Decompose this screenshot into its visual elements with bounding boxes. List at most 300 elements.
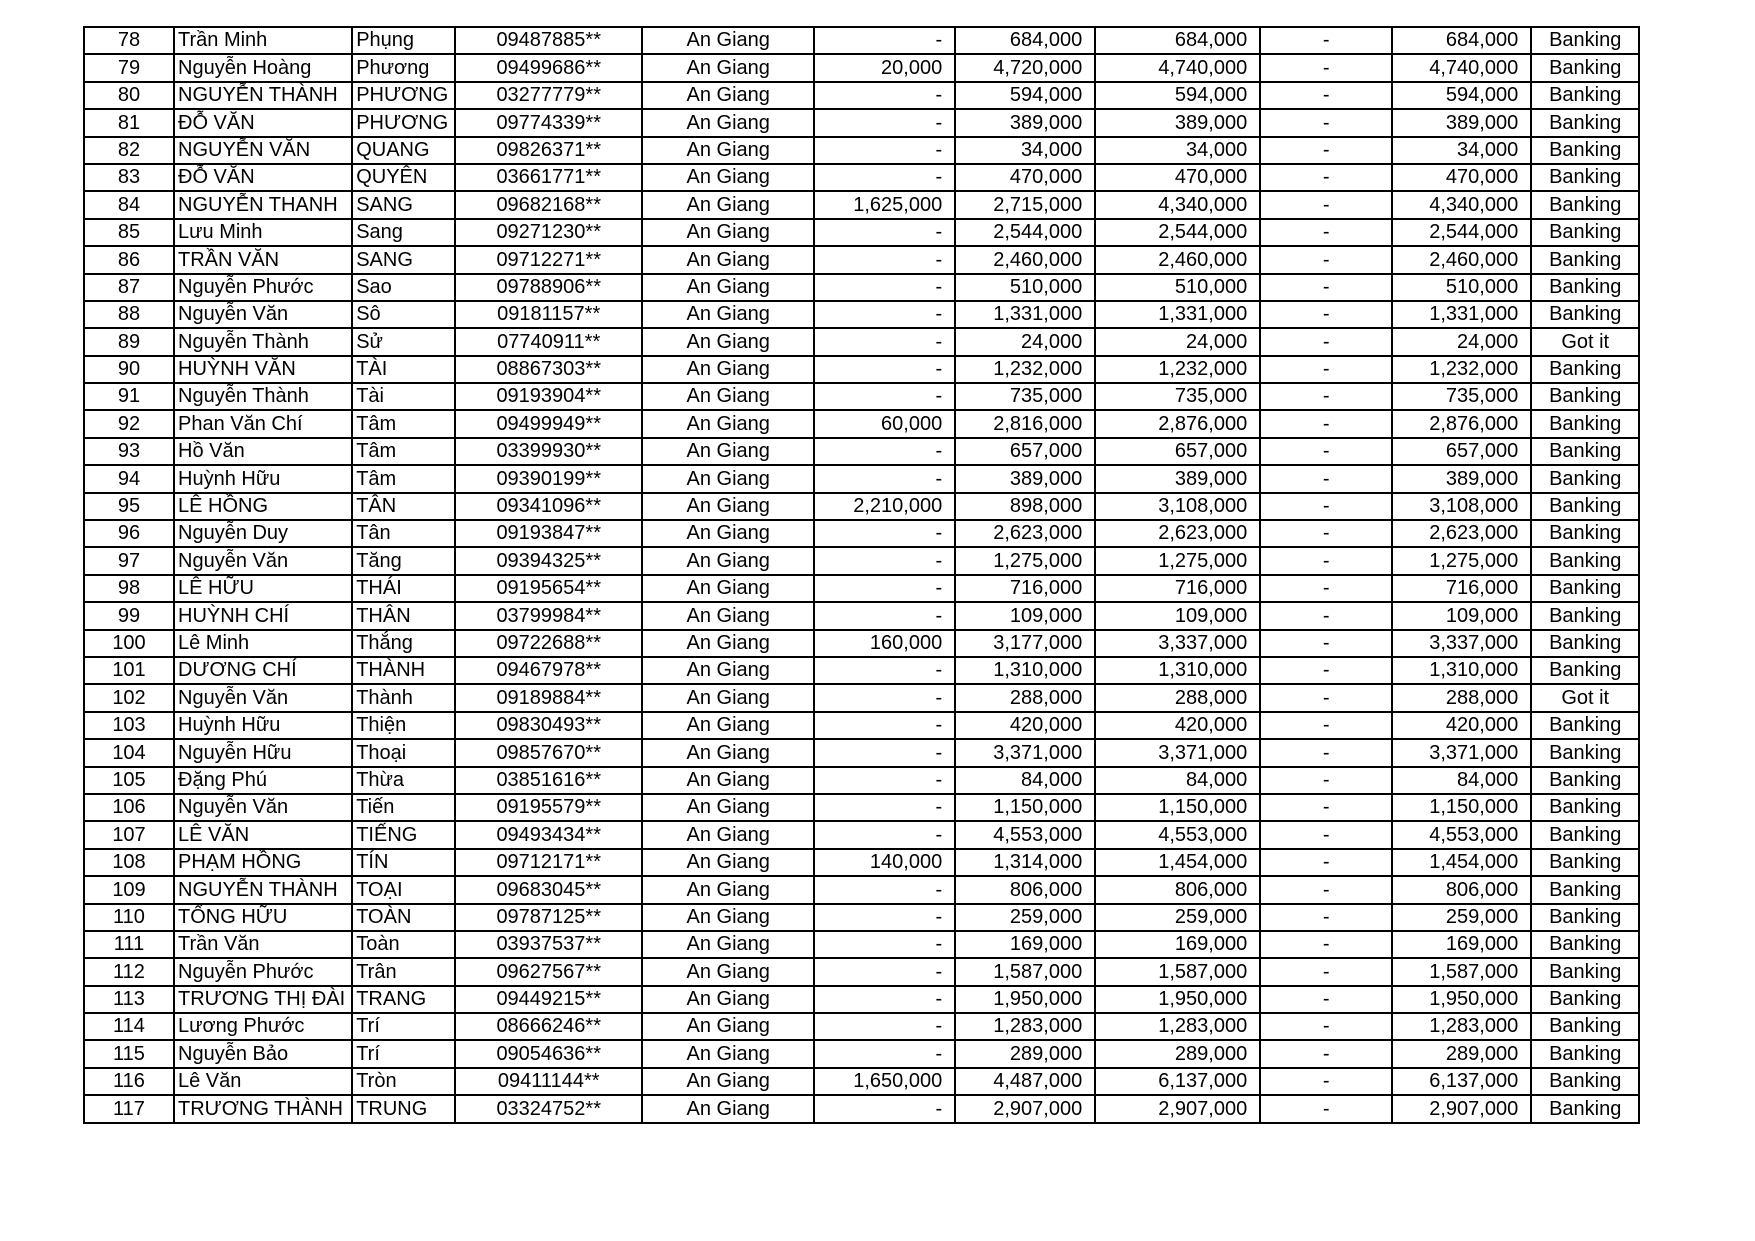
current-amount-cell: 289,000 xyxy=(955,1040,1095,1067)
total-amount-cell: 420,000 xyxy=(1095,712,1260,739)
province-cell: An Giang xyxy=(642,630,814,657)
total-amount-cell: 1,331,000 xyxy=(1095,301,1260,328)
given-name-cell: Tâm xyxy=(352,438,455,465)
paid-amount-cell: 2,876,000 xyxy=(1392,410,1531,437)
province-cell: An Giang xyxy=(642,438,814,465)
table-row xyxy=(84,301,1639,328)
row-number-cell: 83 xyxy=(84,164,174,191)
phone-number-cell: 09341096** xyxy=(455,493,642,520)
province-cell: An Giang xyxy=(642,328,814,355)
given-name-cell: Sang xyxy=(352,219,455,246)
family-name-cell: NGUYỄN VĂN xyxy=(174,137,352,164)
family-name-cell: Nguyễn Duy xyxy=(174,520,352,547)
phone-number-cell: 09712271** xyxy=(455,246,642,273)
current-amount-cell: 420,000 xyxy=(955,712,1095,739)
deduction-cell: - xyxy=(1260,904,1392,931)
paid-amount-cell: 1,310,000 xyxy=(1392,657,1531,684)
total-amount-cell: 510,000 xyxy=(1095,274,1260,301)
province-cell: An Giang xyxy=(642,1040,814,1067)
paid-amount-cell: 2,544,000 xyxy=(1392,219,1531,246)
province-cell: An Giang xyxy=(642,219,814,246)
deduction-cell: - xyxy=(1260,794,1392,821)
row-number-cell: 98 xyxy=(84,575,174,602)
paid-amount-cell: 1,275,000 xyxy=(1392,547,1531,574)
family-name-cell: Trần Văn xyxy=(174,931,352,958)
payment-method-cell: Banking xyxy=(1531,465,1639,492)
phone-number-cell: 09683045** xyxy=(455,876,642,903)
paid-amount-cell: 259,000 xyxy=(1392,904,1531,931)
current-amount-cell: 1,314,000 xyxy=(955,849,1095,876)
family-name-cell: Nguyễn Hữu xyxy=(174,739,352,766)
deduction-cell: - xyxy=(1260,602,1392,629)
family-name-cell: NGUYỄN THANH xyxy=(174,191,352,218)
table-row xyxy=(84,328,1639,355)
table-row xyxy=(84,657,1639,684)
payment-method-cell: Banking xyxy=(1531,109,1639,136)
given-name-cell: Tân xyxy=(352,520,455,547)
phone-number-cell: 03277779** xyxy=(455,82,642,109)
province-cell: An Giang xyxy=(642,1013,814,1040)
phone-number-cell: 09195654** xyxy=(455,575,642,602)
phone-number-cell: 09449215** xyxy=(455,986,642,1013)
phone-number-cell: 09195579** xyxy=(455,794,642,821)
total-amount-cell: 684,000 xyxy=(1095,27,1260,54)
previous-balance-cell: 20,000 xyxy=(814,54,955,81)
deduction-cell: - xyxy=(1260,520,1392,547)
previous-balance-cell: - xyxy=(814,82,955,109)
family-name-cell: Phan Văn Chí xyxy=(174,410,352,437)
family-name-cell: Nguyễn Phước xyxy=(174,274,352,301)
total-amount-cell: 2,907,000 xyxy=(1095,1095,1260,1122)
family-name-cell: Lê Minh xyxy=(174,630,352,657)
family-name-cell: Nguyễn Hoàng xyxy=(174,54,352,81)
province-cell: An Giang xyxy=(642,1068,814,1095)
previous-balance-cell: - xyxy=(814,246,955,273)
given-name-cell: TIẾNG xyxy=(352,821,455,848)
table-row xyxy=(84,712,1639,739)
payment-method-cell: Banking xyxy=(1531,493,1639,520)
province-cell: An Giang xyxy=(642,246,814,273)
current-amount-cell: 735,000 xyxy=(955,383,1095,410)
province-cell: An Giang xyxy=(642,931,814,958)
row-number-cell: 115 xyxy=(84,1040,174,1067)
deduction-cell: - xyxy=(1260,821,1392,848)
province-cell: An Giang xyxy=(642,602,814,629)
previous-balance-cell: - xyxy=(814,219,955,246)
province-cell: An Giang xyxy=(642,356,814,383)
paid-amount-cell: 1,150,000 xyxy=(1392,794,1531,821)
row-number-cell: 91 xyxy=(84,383,174,410)
table-row xyxy=(84,821,1639,848)
previous-balance-cell: - xyxy=(814,1040,955,1067)
province-cell: An Giang xyxy=(642,191,814,218)
current-amount-cell: 1,150,000 xyxy=(955,794,1095,821)
phone-number-cell: 03799984** xyxy=(455,602,642,629)
phone-number-cell: 09189884** xyxy=(455,684,642,711)
current-amount-cell: 2,816,000 xyxy=(955,410,1095,437)
table-row xyxy=(84,958,1639,985)
family-name-cell: TRƯƠNG THÀNH xyxy=(174,1095,352,1122)
payment-method-cell: Banking xyxy=(1531,630,1639,657)
row-number-cell: 79 xyxy=(84,54,174,81)
phone-number-cell: 09499686** xyxy=(455,54,642,81)
table-row xyxy=(84,274,1639,301)
deduction-cell: - xyxy=(1260,1095,1392,1122)
paid-amount-cell: 84,000 xyxy=(1392,767,1531,794)
total-amount-cell: 4,740,000 xyxy=(1095,54,1260,81)
province-cell: An Giang xyxy=(642,493,814,520)
previous-balance-cell: - xyxy=(814,931,955,958)
previous-balance-cell: - xyxy=(814,274,955,301)
phone-number-cell: 03851616** xyxy=(455,767,642,794)
paid-amount-cell: 684,000 xyxy=(1392,27,1531,54)
payment-method-cell: Banking xyxy=(1531,657,1639,684)
current-amount-cell: 1,275,000 xyxy=(955,547,1095,574)
paid-amount-cell: 4,740,000 xyxy=(1392,54,1531,81)
phone-number-cell: 09627567** xyxy=(455,958,642,985)
row-number-cell: 114 xyxy=(84,1013,174,1040)
given-name-cell: TÂN xyxy=(352,493,455,520)
deduction-cell: - xyxy=(1260,1068,1392,1095)
total-amount-cell: 470,000 xyxy=(1095,164,1260,191)
family-name-cell: LÊ HỒNG xyxy=(174,493,352,520)
total-amount-cell: 1,587,000 xyxy=(1095,958,1260,985)
table-row xyxy=(84,575,1639,602)
total-amount-cell: 1,232,000 xyxy=(1095,356,1260,383)
previous-balance-cell: - xyxy=(814,904,955,931)
paid-amount-cell: 2,623,000 xyxy=(1392,520,1531,547)
phone-number-cell: 07740911** xyxy=(455,328,642,355)
payment-table xyxy=(83,26,1640,1124)
payment-method-cell: Banking xyxy=(1531,904,1639,931)
paid-amount-cell: 1,587,000 xyxy=(1392,958,1531,985)
table-row xyxy=(84,1040,1639,1067)
row-number-cell: 109 xyxy=(84,876,174,903)
row-number-cell: 96 xyxy=(84,520,174,547)
deduction-cell: - xyxy=(1260,465,1392,492)
row-number-cell: 82 xyxy=(84,137,174,164)
total-amount-cell: 289,000 xyxy=(1095,1040,1260,1067)
phone-number-cell: 09722688** xyxy=(455,630,642,657)
paid-amount-cell: 2,907,000 xyxy=(1392,1095,1531,1122)
deduction-cell: - xyxy=(1260,438,1392,465)
table-row xyxy=(84,54,1639,81)
table-row xyxy=(84,356,1639,383)
paid-amount-cell: 470,000 xyxy=(1392,164,1531,191)
province-cell: An Giang xyxy=(642,547,814,574)
total-amount-cell: 594,000 xyxy=(1095,82,1260,109)
deduction-cell: - xyxy=(1260,1040,1392,1067)
current-amount-cell: 389,000 xyxy=(955,109,1095,136)
given-name-cell: Sô xyxy=(352,301,455,328)
table-row xyxy=(84,876,1639,903)
row-number-cell: 97 xyxy=(84,547,174,574)
current-amount-cell: 2,460,000 xyxy=(955,246,1095,273)
total-amount-cell: 3,108,000 xyxy=(1095,493,1260,520)
paid-amount-cell: 4,340,000 xyxy=(1392,191,1531,218)
given-name-cell: TOÀN xyxy=(352,904,455,931)
family-name-cell: NGUYỄN THÀNH xyxy=(174,876,352,903)
payment-method-cell: Banking xyxy=(1531,54,1639,81)
province-cell: An Giang xyxy=(642,986,814,1013)
row-number-cell: 102 xyxy=(84,684,174,711)
deduction-cell: - xyxy=(1260,630,1392,657)
total-amount-cell: 1,454,000 xyxy=(1095,849,1260,876)
total-amount-cell: 806,000 xyxy=(1095,876,1260,903)
row-number-cell: 101 xyxy=(84,657,174,684)
previous-balance-cell: - xyxy=(814,465,955,492)
province-cell: An Giang xyxy=(642,575,814,602)
row-number-cell: 78 xyxy=(84,27,174,54)
province-cell: An Giang xyxy=(642,712,814,739)
family-name-cell: Nguyễn Văn xyxy=(174,547,352,574)
total-amount-cell: 4,553,000 xyxy=(1095,821,1260,848)
row-number-cell: 104 xyxy=(84,739,174,766)
payment-method-cell: Got it xyxy=(1531,328,1639,355)
given-name-cell: TÍN xyxy=(352,849,455,876)
paid-amount-cell: 169,000 xyxy=(1392,931,1531,958)
paid-amount-cell: 594,000 xyxy=(1392,82,1531,109)
previous-balance-cell: 1,650,000 xyxy=(814,1068,955,1095)
table-row xyxy=(84,383,1639,410)
total-amount-cell: 1,950,000 xyxy=(1095,986,1260,1013)
payment-method-cell: Banking xyxy=(1531,739,1639,766)
deduction-cell: - xyxy=(1260,356,1392,383)
province-cell: An Giang xyxy=(642,301,814,328)
province-cell: An Giang xyxy=(642,137,814,164)
given-name-cell: Thừa xyxy=(352,767,455,794)
family-name-cell: Huỳnh Hữu xyxy=(174,465,352,492)
paid-amount-cell: 24,000 xyxy=(1392,328,1531,355)
table-row xyxy=(84,410,1639,437)
previous-balance-cell: - xyxy=(814,520,955,547)
current-amount-cell: 4,720,000 xyxy=(955,54,1095,81)
table-row xyxy=(84,684,1639,711)
given-name-cell: Thiện xyxy=(352,712,455,739)
province-cell: An Giang xyxy=(642,164,814,191)
family-name-cell: Đặng Phú xyxy=(174,767,352,794)
current-amount-cell: 389,000 xyxy=(955,465,1095,492)
previous-balance-cell: 2,210,000 xyxy=(814,493,955,520)
payment-method-cell: Banking xyxy=(1531,383,1639,410)
table-row xyxy=(84,493,1639,520)
family-name-cell: LÊ HỮU xyxy=(174,575,352,602)
row-number-cell: 108 xyxy=(84,849,174,876)
current-amount-cell: 1,232,000 xyxy=(955,356,1095,383)
family-name-cell: Lê Văn xyxy=(174,1068,352,1095)
row-number-cell: 111 xyxy=(84,931,174,958)
given-name-cell: Tài xyxy=(352,383,455,410)
current-amount-cell: 169,000 xyxy=(955,931,1095,958)
row-number-cell: 117 xyxy=(84,1095,174,1122)
table-row xyxy=(84,767,1639,794)
deduction-cell: - xyxy=(1260,328,1392,355)
current-amount-cell: 2,715,000 xyxy=(955,191,1095,218)
payment-method-cell: Banking xyxy=(1531,410,1639,437)
deduction-cell: - xyxy=(1260,109,1392,136)
previous-balance-cell: - xyxy=(814,876,955,903)
row-number-cell: 80 xyxy=(84,82,174,109)
total-amount-cell: 2,460,000 xyxy=(1095,246,1260,273)
total-amount-cell: 2,544,000 xyxy=(1095,219,1260,246)
payment-method-cell: Banking xyxy=(1531,301,1639,328)
province-cell: An Giang xyxy=(642,109,814,136)
given-name-cell: Trí xyxy=(352,1040,455,1067)
province-cell: An Giang xyxy=(642,767,814,794)
phone-number-cell: 09467978** xyxy=(455,657,642,684)
given-name-cell: THÁI xyxy=(352,575,455,602)
table-row xyxy=(84,465,1639,492)
table-row xyxy=(84,191,1639,218)
paid-amount-cell: 657,000 xyxy=(1392,438,1531,465)
table-row xyxy=(84,164,1639,191)
deduction-cell: - xyxy=(1260,219,1392,246)
phone-number-cell: 09499949** xyxy=(455,410,642,437)
total-amount-cell: 1,310,000 xyxy=(1095,657,1260,684)
deduction-cell: - xyxy=(1260,958,1392,985)
previous-balance-cell: - xyxy=(814,684,955,711)
province-cell: An Giang xyxy=(642,657,814,684)
province-cell: An Giang xyxy=(642,520,814,547)
payment-method-cell: Banking xyxy=(1531,767,1639,794)
current-amount-cell: 34,000 xyxy=(955,137,1095,164)
previous-balance-cell: - xyxy=(814,958,955,985)
table-row xyxy=(84,986,1639,1013)
row-number-cell: 116 xyxy=(84,1068,174,1095)
given-name-cell: PHƯƠNG xyxy=(352,109,455,136)
previous-balance-cell: - xyxy=(814,438,955,465)
previous-balance-cell: - xyxy=(814,794,955,821)
total-amount-cell: 3,337,000 xyxy=(1095,630,1260,657)
phone-number-cell: 09394325** xyxy=(455,547,642,574)
given-name-cell: TÀI xyxy=(352,356,455,383)
current-amount-cell: 1,283,000 xyxy=(955,1013,1095,1040)
previous-balance-cell: - xyxy=(814,328,955,355)
current-amount-cell: 594,000 xyxy=(955,82,1095,109)
total-amount-cell: 84,000 xyxy=(1095,767,1260,794)
given-name-cell: Sao xyxy=(352,274,455,301)
province-cell: An Giang xyxy=(642,27,814,54)
payment-method-cell: Banking xyxy=(1531,137,1639,164)
payment-method-cell: Banking xyxy=(1531,876,1639,903)
table-row xyxy=(84,438,1639,465)
total-amount-cell: 389,000 xyxy=(1095,109,1260,136)
total-amount-cell: 2,623,000 xyxy=(1095,520,1260,547)
deduction-cell: - xyxy=(1260,54,1392,81)
payment-method-cell: Banking xyxy=(1531,191,1639,218)
current-amount-cell: 2,907,000 xyxy=(955,1095,1095,1122)
family-name-cell: Nguyễn Văn xyxy=(174,301,352,328)
phone-number-cell: 03399930** xyxy=(455,438,642,465)
province-cell: An Giang xyxy=(642,904,814,931)
phone-number-cell: 09411144** xyxy=(455,1068,642,1095)
deduction-cell: - xyxy=(1260,383,1392,410)
given-name-cell: Thành xyxy=(352,684,455,711)
family-name-cell: LÊ VĂN xyxy=(174,821,352,848)
province-cell: An Giang xyxy=(642,958,814,985)
paid-amount-cell: 3,337,000 xyxy=(1392,630,1531,657)
given-name-cell: Sử xyxy=(352,328,455,355)
current-amount-cell: 1,310,000 xyxy=(955,657,1095,684)
payment-method-cell: Banking xyxy=(1531,1013,1639,1040)
given-name-cell: PHƯƠNG xyxy=(352,82,455,109)
current-amount-cell: 716,000 xyxy=(955,575,1095,602)
total-amount-cell: 259,000 xyxy=(1095,904,1260,931)
given-name-cell: Tròn xyxy=(352,1068,455,1095)
deduction-cell: - xyxy=(1260,274,1392,301)
given-name-cell: Trân xyxy=(352,958,455,985)
paid-amount-cell: 389,000 xyxy=(1392,465,1531,492)
paid-amount-cell: 1,283,000 xyxy=(1392,1013,1531,1040)
province-cell: An Giang xyxy=(642,274,814,301)
given-name-cell: Phụng xyxy=(352,27,455,54)
given-name-cell: SANG xyxy=(352,246,455,273)
payment-method-cell: Got it xyxy=(1531,684,1639,711)
family-name-cell: Huỳnh Hữu xyxy=(174,712,352,739)
phone-number-cell: 09826371** xyxy=(455,137,642,164)
previous-balance-cell: 160,000 xyxy=(814,630,955,657)
province-cell: An Giang xyxy=(642,794,814,821)
current-amount-cell: 4,553,000 xyxy=(955,821,1095,848)
current-amount-cell: 24,000 xyxy=(955,328,1095,355)
previous-balance-cell: - xyxy=(814,383,955,410)
previous-balance-cell: - xyxy=(814,986,955,1013)
table-row xyxy=(84,27,1639,54)
deduction-cell: - xyxy=(1260,493,1392,520)
given-name-cell: Phương xyxy=(352,54,455,81)
phone-number-cell: 08666246** xyxy=(455,1013,642,1040)
paid-amount-cell: 1,454,000 xyxy=(1392,849,1531,876)
current-amount-cell: 4,487,000 xyxy=(955,1068,1095,1095)
previous-balance-cell: - xyxy=(814,739,955,766)
deduction-cell: - xyxy=(1260,575,1392,602)
given-name-cell: TRANG xyxy=(352,986,455,1013)
paid-amount-cell: 6,137,000 xyxy=(1392,1068,1531,1095)
given-name-cell: QUYÊN xyxy=(352,164,455,191)
previous-balance-cell: - xyxy=(814,109,955,136)
current-amount-cell: 657,000 xyxy=(955,438,1095,465)
family-name-cell: TRẦN VĂN xyxy=(174,246,352,273)
table-row xyxy=(84,739,1639,766)
phone-number-cell: 09712171** xyxy=(455,849,642,876)
row-number-cell: 106 xyxy=(84,794,174,821)
total-amount-cell: 1,283,000 xyxy=(1095,1013,1260,1040)
total-amount-cell: 3,371,000 xyxy=(1095,739,1260,766)
current-amount-cell: 898,000 xyxy=(955,493,1095,520)
given-name-cell: Thoại xyxy=(352,739,455,766)
payment-method-cell: Banking xyxy=(1531,547,1639,574)
phone-number-cell: 09487885** xyxy=(455,27,642,54)
given-name-cell: TRUNG xyxy=(352,1095,455,1122)
family-name-cell: Trần Minh xyxy=(174,27,352,54)
table-row xyxy=(84,931,1639,958)
table-row xyxy=(84,1095,1639,1122)
previous-balance-cell: - xyxy=(814,767,955,794)
paid-amount-cell: 806,000 xyxy=(1392,876,1531,903)
family-name-cell: Hồ Văn xyxy=(174,438,352,465)
given-name-cell: Thắng xyxy=(352,630,455,657)
deduction-cell: - xyxy=(1260,876,1392,903)
payment-method-cell: Banking xyxy=(1531,602,1639,629)
given-name-cell: Trí xyxy=(352,1013,455,1040)
payment-method-cell: Banking xyxy=(1531,246,1639,273)
row-number-cell: 93 xyxy=(84,438,174,465)
previous-balance-cell: 1,625,000 xyxy=(814,191,955,218)
deduction-cell: - xyxy=(1260,739,1392,766)
paid-amount-cell: 3,108,000 xyxy=(1392,493,1531,520)
previous-balance-cell: - xyxy=(814,575,955,602)
deduction-cell: - xyxy=(1260,986,1392,1013)
